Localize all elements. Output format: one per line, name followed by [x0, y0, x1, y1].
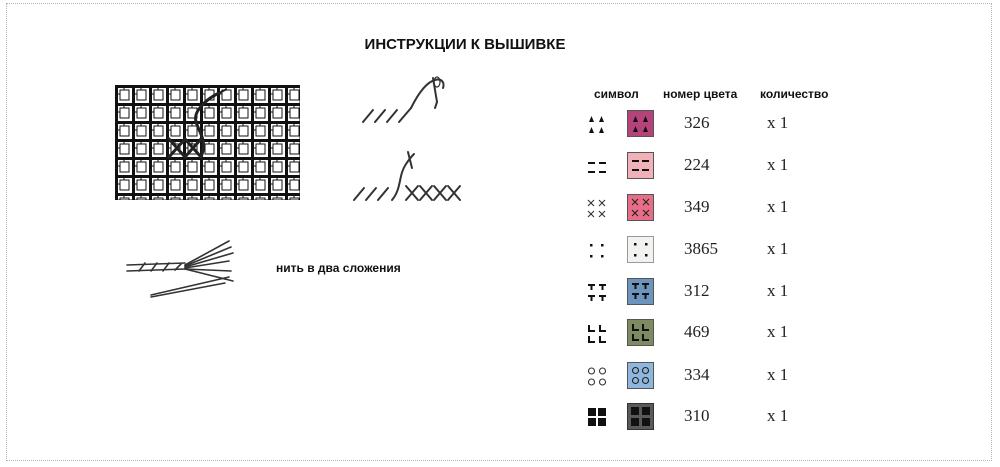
- table-row: [580, 193, 880, 227]
- dots-icon: [585, 238, 611, 264]
- table-row: [580, 402, 880, 436]
- quantity: x 1: [767, 239, 789, 258]
- header-color-number: номер цвета: [663, 87, 738, 101]
- tees-icon: [585, 280, 611, 306]
- color-swatch: [627, 236, 654, 263]
- color-swatch: [627, 194, 654, 221]
- color-number: 3865: [684, 239, 718, 258]
- color-number: 310: [684, 406, 710, 425]
- table-row: [580, 318, 880, 352]
- color-number: 349: [684, 197, 710, 216]
- table-row: [580, 235, 880, 269]
- header-quantity: количество: [760, 87, 829, 101]
- table-row: [580, 151, 880, 185]
- color-number: 469: [684, 322, 710, 341]
- page-title: ИНСТРУКЦИИ К ВЫШИВКЕ: [364, 36, 566, 53]
- table-row: [580, 361, 880, 395]
- color-swatch: [627, 403, 654, 430]
- color-swatch: [627, 152, 654, 179]
- quantity: x 1: [767, 197, 789, 216]
- color-number: 224: [684, 155, 710, 174]
- squares-icon: [585, 405, 611, 431]
- color-number: 326: [684, 113, 710, 132]
- half-stitch-diagram: [355, 72, 455, 127]
- color-swatch: [627, 319, 654, 346]
- thread-label: нить в два сложения: [276, 261, 401, 275]
- color-swatch: [627, 362, 654, 389]
- quantity: x 1: [767, 155, 789, 174]
- dashes-icon: [585, 154, 611, 180]
- circles-icon: [585, 364, 611, 390]
- quantity: x 1: [767, 365, 789, 384]
- table-row: [580, 277, 880, 311]
- canvas-grid-diagram: [115, 85, 300, 200]
- color-number: 312: [684, 281, 710, 300]
- color-swatch: [627, 278, 654, 305]
- quantity: x 1: [767, 322, 789, 341]
- quantity: x 1: [767, 406, 789, 425]
- table-row: [580, 109, 880, 143]
- corners-icon: [585, 321, 611, 347]
- quantity: x 1: [767, 113, 789, 132]
- color-swatch: [627, 110, 654, 137]
- thread-two-strands-diagram: [125, 235, 240, 300]
- header-symbol: символ: [594, 87, 639, 101]
- crosses-icon: [585, 196, 611, 222]
- color-number: 334: [684, 365, 710, 384]
- cross-stitch-diagram: [350, 148, 470, 208]
- quantity: x 1: [767, 281, 789, 300]
- triangles-icon: [585, 112, 611, 138]
